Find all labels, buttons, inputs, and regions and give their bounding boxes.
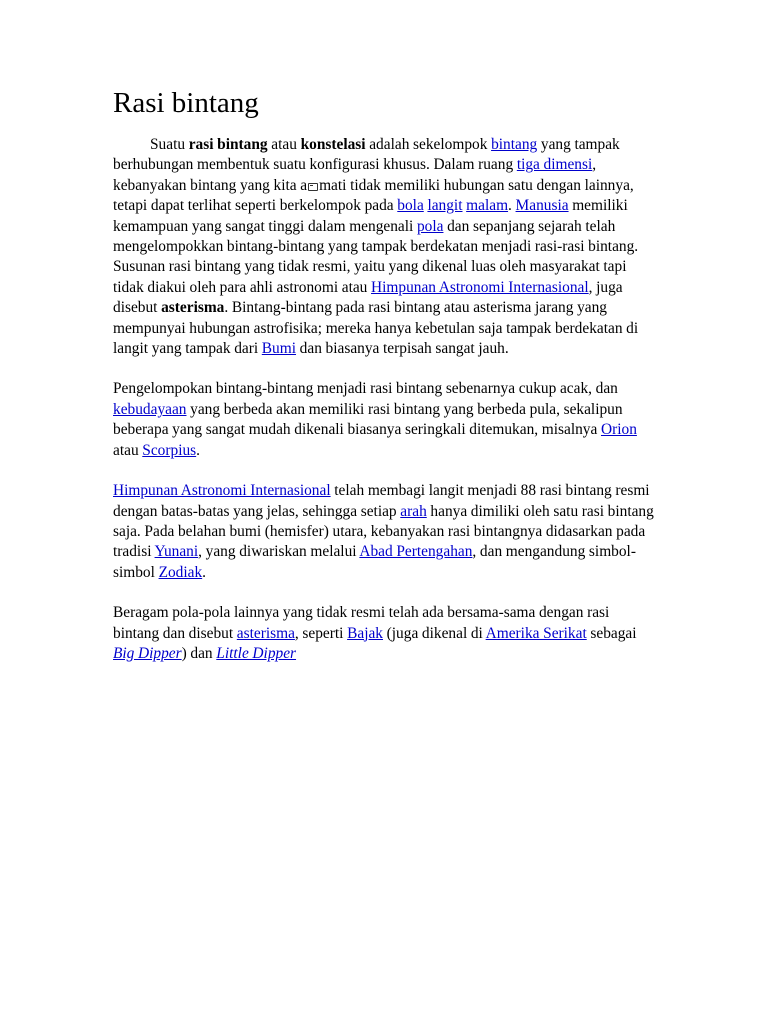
text-run: , dan mengandung simbol-simbol [113, 543, 636, 581]
text-run: , seperti [294, 624, 348, 642]
bold-term-rasi-bintang: rasi bintang [188, 136, 268, 153]
page-title: Rasi bintang [113, 87, 259, 119]
text-run: sebagai [586, 624, 637, 642]
link-big-dipper[interactable] [113, 645, 182, 662]
link-yunani[interactable]: Yunani [154, 543, 199, 561]
text-run: yang tampak berhubungan membentuk suatu konfigurasi khusus. Dalam ruang [113, 136, 620, 174]
link-langit[interactable]: langit [427, 197, 463, 215]
link-zodiak[interactable]: Zodiak [158, 563, 203, 581]
italic-text: Big Dipper [113, 644, 182, 662]
text-run: hanya dimiliki oleh satu rasi bintang saja. Pada belahan bumi (hemisfer) utara, kebanyakan rasi bintangnya didasarkan pada tradisi [113, 502, 654, 561]
paragraph-asterisms [113, 603, 658, 664]
bold-term-asterisma: asterisma [161, 299, 225, 317]
link-bintang[interactable]: bintang [491, 136, 538, 153]
text-run: telah membagi langit menjadi 88 rasi bintang resmi dengan batas-batas yang jelas, sehingga setiap [113, 482, 650, 520]
link-arah[interactable]: arah [400, 502, 427, 520]
text-run: Beragam pola-pola lainnya yang tidak resmi telah ada bersama-sama dengan rasi bintang dan disebut [113, 604, 610, 642]
link-himpunan-astronomi-internasional[interactable]: Himpunan Astronomi Internasional [113, 482, 331, 500]
text-run: , yang diwariskan melalui [198, 543, 360, 561]
text-run: . Bintang-bintang pada rasi bintang atau asterisma jarang yang mempunyai hubungan astrofisika; mereka hanya kebetulan saja tampak berdekatan di langit yang tampak dari [113, 299, 639, 358]
text-run: Pengelompokan bintang-bintang menjadi rasi bintang sebenarnya cukup acak, dan [113, 380, 618, 398]
link-tiga-dimensi[interactable]: tiga dimensi [516, 156, 593, 174]
text-run: , kebanyakan bintang yang kita a [113, 156, 597, 194]
link-little-dipper[interactable] [216, 645, 296, 662]
text-run: ) dan [181, 644, 217, 662]
link-pola[interactable]: pola [416, 217, 444, 235]
paragraph-iau [113, 481, 658, 583]
paragraph-intro [113, 135, 658, 359]
text-run: (juga dikenal di [383, 624, 486, 642]
document-page [113, 84, 658, 684]
text-run: dan biasanya terpisah sangat jauh. [296, 340, 509, 358]
text-run: yang berbeda akan memiliki rasi bintang yang berbeda pula, sekalipun beberapa yang sangat mudah dikenali biasanya seringkali ditemukan, misalnya [113, 400, 623, 439]
link-malam[interactable]: malam [466, 197, 509, 215]
missing-glyph-icon [307, 182, 319, 191]
link-kebudayaan[interactable]: kebudayaan [113, 400, 187, 418]
link-orion[interactable]: Orion [600, 421, 637, 439]
link-abad-pertengahan[interactable]: Abad Pertengahan [359, 543, 473, 561]
text-run: , juga disebut [113, 278, 623, 317]
text-run: adalah sekelompok [365, 136, 492, 153]
text-run: . [196, 441, 201, 459]
text-run: Suatu [150, 136, 189, 153]
link-himpunan-astronomi-internasional[interactable]: Himpunan Astronomi Internasional [371, 278, 589, 296]
link-bumi[interactable]: Bumi [261, 340, 297, 358]
link-scorpius[interactable]: Scorpius [142, 441, 197, 459]
text-run: memiliki kemampuan yang sangat tinggi dalam mengenali [113, 197, 628, 235]
text-run: atau [113, 441, 143, 459]
italic-text: Little Dipper [216, 644, 297, 662]
link-asterisma[interactable]: asterisma [236, 624, 295, 642]
text-run: atau [267, 136, 301, 153]
text-run: . [202, 563, 207, 581]
text-run: mati tidak memiliki hubungan satu dengan lainnya, tetapi dapat terlihat seperti berkelompok pada [113, 176, 634, 215]
link-amerika-serikat[interactable]: Amerika Serikat [485, 624, 587, 642]
text-run: dan sepanjang sejarah telah mengelompokkan bintang-bintang yang tampak berdekatan menjadi rasi-rasi bintang. Susunan rasi bintang yang tidak resmi, yaitu yang dikenal luas oleh masyarakat tapi tidak diakui oleh para ahli astronomi atau [113, 217, 639, 296]
text-run: . [508, 197, 516, 215]
link-bola[interactable]: bola [397, 197, 424, 215]
paragraph-grouping [113, 379, 658, 461]
link-bajak[interactable]: Bajak [347, 624, 383, 642]
bold-term-konstelasi: konstelasi [300, 136, 366, 153]
link-manusia[interactable]: Manusia [515, 197, 569, 215]
